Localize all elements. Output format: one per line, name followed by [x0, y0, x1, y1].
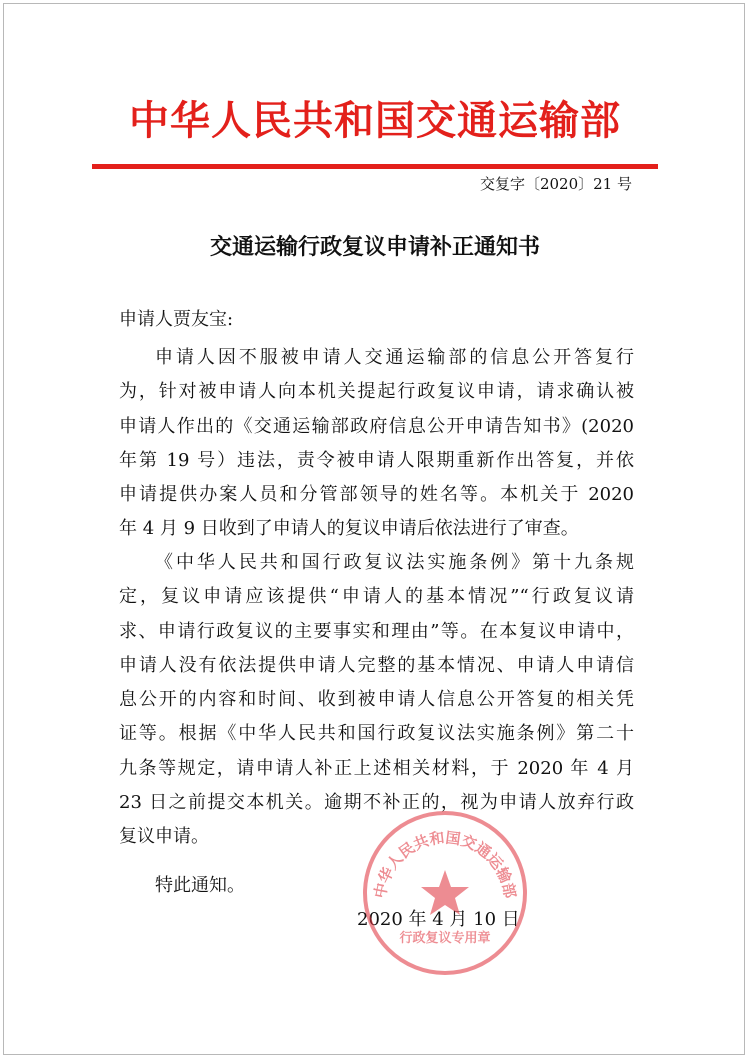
paragraph-line: 《中华人民共和国行政复议法实施条例》第十九条规 [155, 552, 634, 573]
paragraph-line: 申请人没有依法提供申请人完整的基本情况、申请人申请信 [119, 654, 634, 676]
paragraph-line: 为，针对被申请人向本机关提起行政复议申请，请求确认被 [119, 381, 634, 403]
paragraph-line: 息公开的内容和时间、收到被申请人信息公开答复的相关凭 [119, 689, 634, 711]
closing-remark: 特此通知。 [155, 875, 245, 896]
paragraph-line: 申请提供办案人员和分管部领导的姓名等。本机关于 2020 [119, 484, 634, 506]
paragraph-line: 复议申请。 [119, 826, 209, 848]
paragraph-line: 申请人因不服被申请人交通运输部的信息公开答复行 [155, 347, 634, 368]
paragraph-line: 申请人作出的《交通运输部政府信息公开申请告知书》(2020 [119, 415, 634, 437]
paragraph-line: 九条等规定，请申请人补正上述相关材料，于 2020 年 4 月 [119, 757, 634, 779]
document-number: 交复字〔2020〕21 号 [479, 175, 632, 193]
seal-outer-text-path: 中华人民共和国交通运输部 [370, 828, 520, 900]
paragraph-line: 年第 19 号）违法，责令被申请人限期重新作出答复，并依 [119, 449, 634, 471]
paragraph-line: 年 4 月 9 日收到了申请人的复议申请后依法进行了审查。 [119, 518, 579, 540]
seal-inner-text: 行政复议专用章 [399, 931, 491, 946]
paragraph-1 [119, 341, 634, 547]
document-title: 交通运输行政复议申请补正通知书 [209, 234, 540, 260]
paragraph-line: 证等。根据《中华人民共和国行政复议法实施条例》第二十 [119, 723, 634, 745]
issue-date: 2020 年 4 月 10 日 [357, 909, 520, 930]
seal-star-icon [421, 870, 469, 915]
paragraph-line: 定，复议申请应该提供“申请人的基本情况”“行政复议请 [119, 586, 634, 608]
paragraph-line: 23 日之前提交本机关。逾期不补正的，视为申请人放弃行政 [119, 792, 634, 814]
official-seal-stamp [360, 808, 530, 978]
issuing-authority-heading: 中华人民共和国交通运输部 [129, 97, 621, 144]
paragraph-line: 求、申请行政复议的主要事实和理由”等。在本复议申请中， [119, 620, 634, 642]
red-separator-line [92, 164, 658, 169]
salutation: 申请人贾友宝: [119, 309, 234, 330]
